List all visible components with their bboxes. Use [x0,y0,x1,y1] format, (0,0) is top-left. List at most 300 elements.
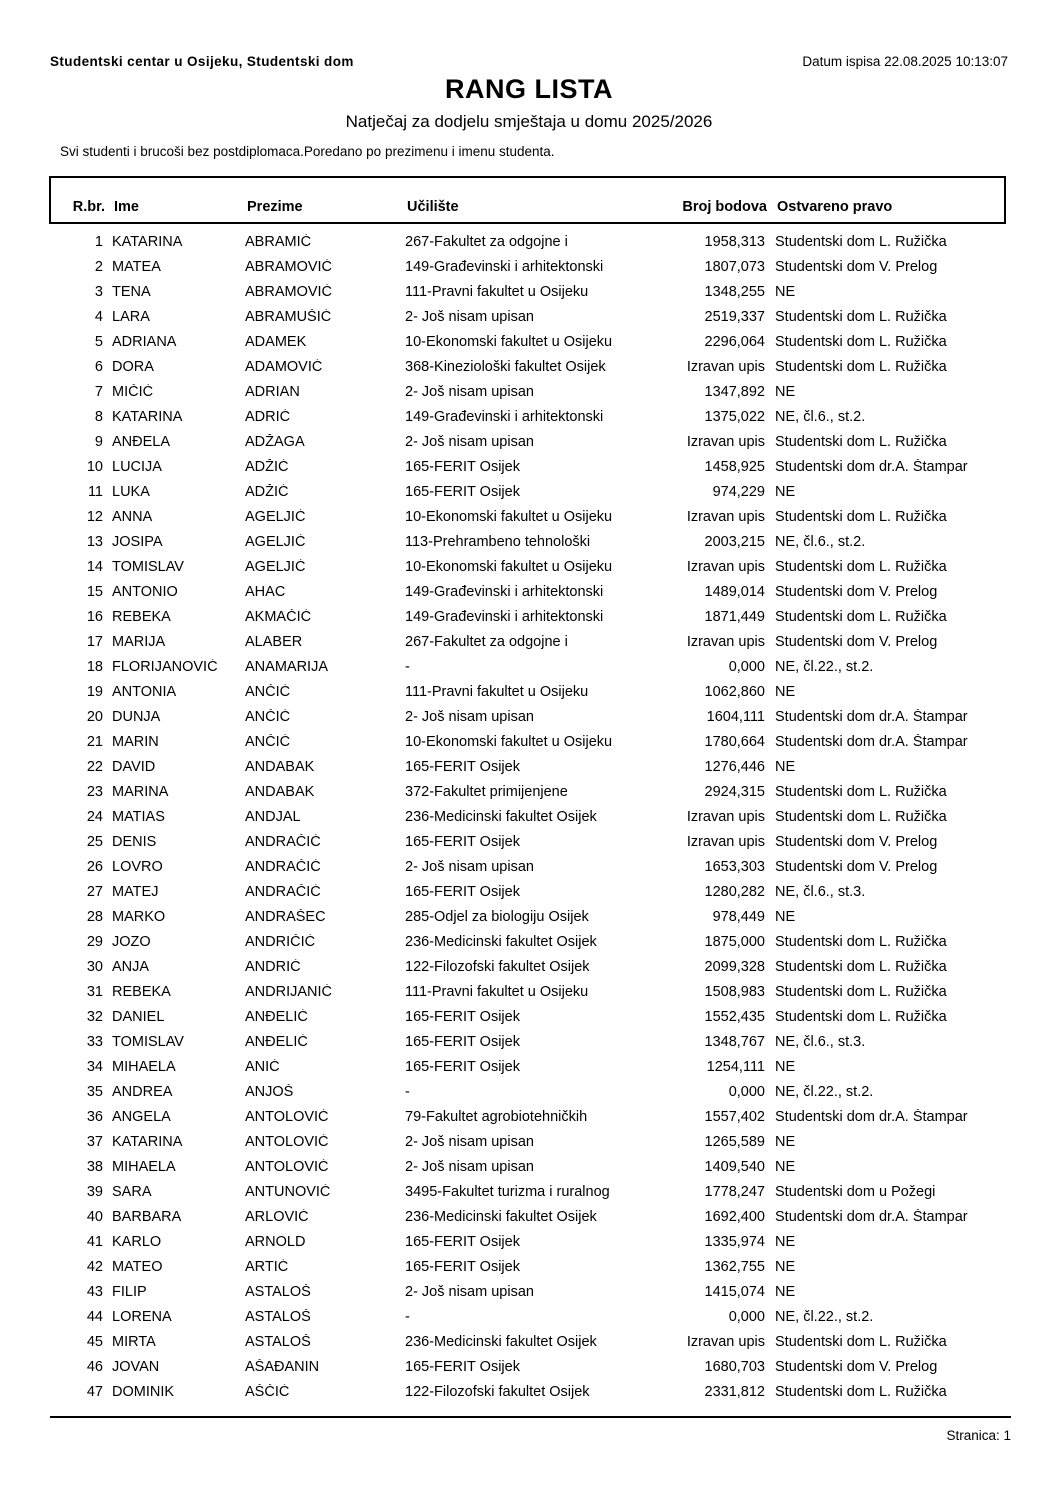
cell-ime: JOSIPA [112,533,163,550]
cell-prezime: ASTALOŠ [245,1308,311,1325]
cell-ime: FILIP [112,1283,147,1300]
table-row [49,1154,1006,1179]
cell-broj-bodova: Izravan upis [686,433,765,450]
cell-prezime: ANTOLOVIĆ [245,1158,329,1175]
cell-uciliste: 236-Medicinski fakultet Osijek [405,808,597,825]
cell-ime: ANGELA [112,1108,171,1125]
cell-rbr: 29 [86,933,103,950]
cell-uciliste: 10-Ekonomski fakultet u Osijeku [405,733,613,750]
table-row [49,979,1006,1004]
cell-rbr: 16 [86,608,103,625]
cell-uciliste: 79-Fakultet agrobiotehničkih [405,1108,588,1125]
cell-ime: TOMISLAV [112,1033,184,1050]
cell-ime: ANNA [112,508,153,525]
cell-broj-bodova: 1871,449 [704,608,765,625]
cell-broj-bodova: 2099,328 [704,958,765,975]
cell-broj-bodova: 1508,983 [704,983,765,1000]
cell-prezime: ANDRIJANIĆ [245,983,333,1000]
cell-rbr: 33 [86,1033,103,1050]
table-row [49,1104,1006,1129]
cell-uciliste: 10-Ekonomski fakultet u Osijeku [405,558,613,575]
cell-rbr: 39 [86,1183,103,1200]
cell-ostvareno-pravo: NE, čl.6., st.2. [775,533,866,550]
cell-ostvareno-pravo: Studentski dom L. Ružička [775,433,947,450]
cell-rbr: 30 [86,958,103,975]
cell-prezime: AGELJIĆ [245,558,306,575]
cell-ime: MARINA [112,783,169,800]
table-row [49,404,1006,429]
cell-ime: TOMISLAV [112,558,184,575]
cell-uciliste: - [405,658,410,675]
cell-ostvareno-pravo: Studentski dom L. Ružička [775,233,947,250]
cell-ostvareno-pravo: Studentski dom L. Ružička [775,958,947,975]
table-row [49,529,1006,554]
cell-uciliste: - [405,1308,410,1325]
cell-ime: MARKO [112,908,166,925]
table-row [49,429,1006,454]
table-row [49,1054,1006,1079]
cell-rbr: 7 [94,383,103,400]
cell-broj-bodova: 1875,000 [704,933,765,950]
cell-ostvareno-pravo: Studentski dom V. Prelog [775,858,938,875]
cell-uciliste: 2- Još nisam upisan [405,433,534,450]
cell-broj-bodova: 2519,337 [704,308,765,325]
cell-rbr: 8 [94,408,103,425]
cell-ime: KARLO [112,1233,162,1250]
cell-uciliste: 165-FERIT Osijek [405,1233,520,1250]
cell-broj-bodova: Izravan upis [686,633,765,650]
cell-rbr: 18 [86,658,103,675]
cell-prezime: ABRAMUŠIĆ [245,308,332,325]
cell-broj-bodova: Izravan upis [686,508,765,525]
cell-rbr: 46 [86,1358,103,1375]
cell-ostvareno-pravo: Studentski dom L. Ružička [775,808,947,825]
cell-prezime: ABRAMOVIĆ [245,258,333,275]
table-row [49,804,1006,829]
cell-rbr: 44 [86,1308,103,1325]
cell-prezime: ANDRIĆ [245,958,301,975]
cell-rbr: 19 [86,683,103,700]
table-row [49,1204,1006,1229]
cell-rbr: 17 [86,633,103,650]
cell-broj-bodova: 1362,755 [704,1258,765,1275]
cell-broj-bodova: 2003,215 [704,533,765,550]
cell-broj-bodova: 978,449 [712,908,765,925]
cell-uciliste: 111-Pravni fakultet u Osijeku [405,683,589,700]
cell-uciliste: 372-Fakultet primijenjene [405,783,568,800]
cell-ime: MARIJA [112,633,166,650]
cell-prezime: ASTALOŠ [245,1333,311,1350]
cell-ostvareno-pravo: NE [775,1283,796,1300]
cell-ime: DENIS [112,833,157,850]
cell-ime: FLORIJANOVIĆ [112,658,218,675]
cell-broj-bodova: 1692,400 [704,1208,765,1225]
cell-ime: LARA [112,308,150,325]
cell-broj-bodova: 1778,247 [704,1183,765,1200]
cell-rbr: 5 [94,333,103,350]
cell-broj-bodova: 2924,315 [704,783,765,800]
table-row [49,1329,1006,1354]
cell-rbr: 14 [86,558,103,575]
cell-prezime: ANDRAČIĆ [245,883,321,900]
cell-uciliste: 122-Filozofski fakultet Osijek [405,1383,590,1400]
cell-uciliste: - [405,1083,410,1100]
cell-ime: LOVRO [112,858,163,875]
cell-broj-bodova: 1807,073 [704,258,765,275]
cell-rbr: 32 [86,1008,103,1025]
print-date: Datum ispisa 22.08.2025 10:13:07 [802,54,1008,69]
cell-ime: MATEJ [112,883,159,900]
cell-prezime: ABRAMIĆ [245,233,312,250]
cell-ime: ANJA [112,958,150,975]
cell-uciliste: 3495-Fakultet turizma i ruralnog [405,1183,610,1200]
cell-ostvareno-pravo: NE, čl.22., st.2. [775,658,874,675]
cell-broj-bodova: 1375,022 [704,408,765,425]
cell-prezime: ANČIĆ [245,708,291,725]
cell-ostvareno-pravo: Studentski dom L. Ružička [775,1333,947,1350]
cell-uciliste: 165-FERIT Osijek [405,833,520,850]
column-header-prezime: Prezime [247,199,303,215]
cell-ostvareno-pravo: NE, čl.6., st.3. [775,1033,866,1050]
cell-uciliste: 236-Medicinski fakultet Osijek [405,1208,597,1225]
cell-prezime: ANDRAŠEC [245,908,326,925]
cell-ime: ANDREA [112,1083,173,1100]
cell-ostvareno-pravo: Studentski dom V. Prelog [775,1358,938,1375]
cell-broj-bodova: 0,000 [728,658,765,675]
cell-broj-bodova: 1254,111 [706,1058,765,1075]
table-row [49,454,1006,479]
cell-rbr: 2 [94,258,103,275]
page-number-label: Stranica: 1 [946,1428,1011,1443]
cell-broj-bodova: 1680,703 [704,1358,765,1375]
cell-prezime: ARNOLD [245,1233,306,1250]
column-header-uciliste: Učilište [407,199,459,215]
cell-broj-bodova: 2296,064 [704,333,765,350]
cell-ostvareno-pravo: Studentski dom L. Ružička [775,933,947,950]
cell-prezime: ADRIAN [245,383,300,400]
cell-broj-bodova: Izravan upis [686,558,765,575]
cell-rbr: 27 [86,883,103,900]
cell-uciliste: 368-Kineziološki fakultet Osijek [405,358,606,375]
cell-ostvareno-pravo: Studentski dom V. Prelog [775,833,938,850]
cell-ime: KATARINA [112,1133,183,1150]
cell-ime: MATEO [112,1258,163,1275]
cell-prezime: AKMAČIĆ [245,608,312,625]
table-row [49,929,1006,954]
cell-uciliste: 236-Medicinski fakultet Osijek [405,933,597,950]
cell-ostvareno-pravo: Studentski dom L. Ružička [775,1383,947,1400]
table-row [49,579,1006,604]
sorting-note: Svi studenti i brucoši bez postdiplomaca.Poredano po prezimenu i imenu studenta. [60,144,555,159]
cell-rbr: 37 [86,1133,103,1150]
cell-broj-bodova: 1557,402 [704,1108,765,1125]
table-row [49,1354,1006,1379]
cell-ime: REBEKA [112,983,171,1000]
cell-ostvareno-pravo: NE [775,1233,796,1250]
cell-ime: MIRTA [112,1333,156,1350]
table-row [49,1279,1006,1304]
cell-prezime: ABRAMOVIĆ [245,283,333,300]
cell-prezime: AGELJIĆ [245,533,306,550]
cell-ostvareno-pravo: Studentski dom L. Ružička [775,783,947,800]
cell-uciliste: 285-Odjel za biologiju Osijek [405,908,589,925]
table-row [49,679,1006,704]
cell-ime: DORA [112,358,154,375]
table-row [49,379,1006,404]
cell-prezime: AŠČIĆ [245,1383,290,1400]
column-header-rbr: R.br. [72,199,105,215]
table-row [49,704,1006,729]
cell-ime: MATEA [112,258,161,275]
cell-rbr: 6 [94,358,103,375]
cell-ime: BARBARA [112,1208,182,1225]
cell-ime: REBEKA [112,608,171,625]
cell-prezime: ANDRIČIĆ [245,933,316,950]
cell-rbr: 26 [86,858,103,875]
cell-ime: DANIEL [112,1008,165,1025]
cell-rbr: 21 [86,733,103,750]
cell-broj-bodova: 2331,812 [704,1383,765,1400]
cell-rbr: 9 [94,433,103,450]
cell-broj-bodova: 1552,435 [704,1008,765,1025]
cell-uciliste: 267-Fakultet za odgojne i [405,233,568,250]
cell-broj-bodova: Izravan upis [686,808,765,825]
cell-broj-bodova: 1348,767 [704,1033,765,1050]
cell-prezime: ANAMARIJA [245,658,328,675]
cell-prezime: ANTOLOVIĆ [245,1108,329,1125]
cell-prezime: ANDRAČIĆ [245,858,321,875]
cell-broj-bodova: 1653,303 [704,858,765,875]
cell-prezime: ANĐELIĆ [245,1033,308,1050]
table-row [49,1179,1006,1204]
cell-rbr: 38 [86,1158,103,1175]
cell-ostvareno-pravo: Studentski dom dr.A. Štampar [775,1108,968,1125]
cell-ostvareno-pravo: Studentski dom dr.A. Štampar [775,708,968,725]
table-row [49,654,1006,679]
cell-prezime: ADŽIĆ [245,458,289,475]
table-row [49,1229,1006,1254]
cell-uciliste: 165-FERIT Osijek [405,1058,520,1075]
cell-prezime: ANČIĆ [245,733,291,750]
cell-ostvareno-pravo: NE [775,1058,796,1075]
table-row [49,1004,1006,1029]
table-row [49,229,1006,254]
cell-uciliste: 111-Pravni fakultet u Osijeku [405,983,589,1000]
cell-ostvareno-pravo: NE, čl.22., st.2. [775,1083,874,1100]
cell-rbr: 23 [86,783,103,800]
table-row [49,1079,1006,1104]
cell-prezime: AŠAĐANIN [245,1358,320,1375]
cell-rbr: 3 [94,283,103,300]
cell-prezime: ADAMOVIĆ [245,358,323,375]
cell-broj-bodova: 1958,313 [704,233,765,250]
cell-broj-bodova: 1458,925 [704,458,765,475]
cell-broj-bodova: 0,000 [728,1083,765,1100]
cell-prezime: ADRIĆ [245,408,291,425]
cell-ostvareno-pravo: Studentski dom dr.A. Štampar [775,733,968,750]
cell-ime: KATARINA [112,408,183,425]
cell-ime: SARA [112,1183,152,1200]
cell-rbr: 31 [86,983,103,1000]
table-rows [49,229,1006,1404]
cell-ostvareno-pravo: NE [775,758,796,775]
cell-prezime: AHAC [245,583,286,600]
cell-rbr: 24 [86,808,103,825]
cell-ostvareno-pravo: Studentski dom L. Ružička [775,358,947,375]
cell-uciliste: 149-Građevinski i arhitektonski [405,583,604,600]
footer-divider [50,1416,1011,1418]
cell-broj-bodova: 1409,540 [704,1158,765,1175]
page-title: RANG LISTA [445,74,613,104]
cell-ime: DAVID [112,758,156,775]
cell-prezime: ALABER [245,633,303,650]
cell-prezime: ADŽIĆ [245,483,289,500]
table-row [49,829,1006,854]
table-header [49,176,1006,224]
cell-broj-bodova: Izravan upis [686,833,765,850]
cell-broj-bodova: Izravan upis [686,358,765,375]
cell-ostvareno-pravo: NE [775,483,796,500]
cell-prezime: ASTALOŠ [245,1283,311,1300]
document-meta-row [50,54,1008,69]
table-row [49,1254,1006,1279]
cell-uciliste: 149-Građevinski i arhitektonski [405,408,604,425]
cell-ostvareno-pravo: NE, čl.22., st.2. [775,1308,874,1325]
cell-uciliste: 2- Još nisam upisan [405,1133,534,1150]
cell-ime: ANĐELA [112,433,171,450]
cell-ostvareno-pravo: Studentski dom L. Ružička [775,508,947,525]
cell-broj-bodova: 1489,014 [704,583,765,600]
table-row [49,554,1006,579]
cell-prezime: ADŽAGA [245,433,305,450]
table-row [49,329,1006,354]
cell-ostvareno-pravo: NE [775,1133,796,1150]
table-row [49,304,1006,329]
table-row [49,604,1006,629]
cell-ostvareno-pravo: Studentski dom L. Ružička [775,333,947,350]
table-row [49,354,1006,379]
cell-ostvareno-pravo: Studentski dom V. Prelog [775,583,938,600]
cell-prezime: ANJOŠ [245,1083,294,1100]
cell-broj-bodova: 1348,255 [704,283,765,300]
cell-rbr: 43 [86,1283,103,1300]
cell-ostvareno-pravo: NE [775,283,796,300]
cell-uciliste: 165-FERIT Osijek [405,758,520,775]
cell-ostvareno-pravo: NE [775,1258,796,1275]
cell-uciliste: 10-Ekonomski fakultet u Osijeku [405,508,613,525]
column-header-ostvareno-pravo: Ostvareno pravo [777,199,893,215]
cell-uciliste: 2- Još nisam upisan [405,708,534,725]
cell-ostvareno-pravo: NE, čl.6., st.2. [775,408,866,425]
cell-uciliste: 267-Fakultet za odgojne i [405,633,568,650]
cell-uciliste: 2- Još nisam upisan [405,1283,534,1300]
cell-rbr: 11 [87,483,103,500]
cell-prezime: ANIĆ [245,1058,280,1075]
cell-prezime: ANTOLOVIĆ [245,1133,329,1150]
cell-broj-bodova: 1415,074 [704,1283,765,1300]
cell-uciliste: 165-FERIT Osijek [405,1358,520,1375]
table-row [49,254,1006,279]
cell-rbr: 15 [86,583,103,600]
cell-uciliste: 165-FERIT Osijek [405,883,520,900]
cell-uciliste: 10-Ekonomski fakultet u Osijeku [405,333,613,350]
cell-ime: LUCIJA [112,458,162,475]
cell-ostvareno-pravo: Studentski dom L. Ružička [775,1008,947,1025]
table-row [49,1029,1006,1054]
cell-rbr: 10 [86,458,103,475]
cell-ime: MATIAS [112,808,165,825]
cell-uciliste: 149-Građevinski i arhitektonski [405,608,604,625]
cell-ime: MIHAELA [112,1058,176,1075]
table-row [49,879,1006,904]
cell-ime: JOVAN [112,1358,160,1375]
cell-ostvareno-pravo: Studentski dom V. Prelog [775,258,938,275]
cell-ostvareno-pravo: Studentski dom L. Ružička [775,983,947,1000]
cell-broj-bodova: 1347,892 [704,383,765,400]
cell-prezime: ANTUNOVIĆ [245,1183,331,1200]
cell-ime: ANTONIA [112,683,177,700]
table-row [49,279,1006,304]
table-row [49,1129,1006,1154]
cell-ime: DUNJA [112,708,161,725]
cell-ostvareno-pravo: NE [775,1158,796,1175]
cell-broj-bodova: 1062,860 [704,683,765,700]
cell-broj-bodova: Izravan upis [686,1333,765,1350]
cell-uciliste: 165-FERIT Osijek [405,1033,520,1050]
cell-rbr: 4 [94,308,103,325]
cell-rbr: 20 [86,708,103,725]
cell-ime: MIHAELA [112,1158,176,1175]
organization-name: Studentski centar u Osijeku, Studentski dom [50,54,354,69]
cell-rbr: 1 [94,233,103,250]
table-row [49,629,1006,654]
cell-ostvareno-pravo: Studentski dom L. Ružička [775,608,947,625]
table-row [49,954,1006,979]
cell-broj-bodova: 1276,446 [704,758,765,775]
cell-broj-bodova: 1335,974 [704,1233,765,1250]
cell-ostvareno-pravo: Studentski dom L. Ružička [775,308,947,325]
cell-rbr: 40 [86,1208,103,1225]
table-row [49,479,1006,504]
cell-rbr: 47 [86,1383,103,1400]
cell-ime: MIČIĆ [112,383,154,400]
cell-rbr: 36 [86,1108,103,1125]
cell-rbr: 45 [86,1333,103,1350]
cell-ime: ANTONIO [112,583,178,600]
cell-rbr: 42 [86,1258,103,1275]
cell-uciliste: 149-Građevinski i arhitektonski [405,258,604,275]
column-header-broj-bodova: Broj bodova [682,199,767,215]
cell-prezime: ADAMEK [245,333,307,350]
table-row [49,854,1006,879]
cell-uciliste: 2- Još nisam upisan [405,1158,534,1175]
cell-uciliste: 236-Medicinski fakultet Osijek [405,1333,597,1350]
cell-ime: MARIN [112,733,159,750]
cell-ostvareno-pravo: Studentski dom u Požegi [775,1183,936,1200]
cell-uciliste: 165-FERIT Osijek [405,1008,520,1025]
cell-ime: JOZO [112,933,151,950]
table-row [49,1304,1006,1329]
cell-ostvareno-pravo: NE [775,383,796,400]
cell-uciliste: 165-FERIT Osijek [405,1258,520,1275]
cell-broj-bodova: 1604,111 [706,708,765,725]
table-row [49,1379,1006,1404]
cell-prezime: ANDRAČIĆ [245,833,321,850]
cell-rbr: 35 [86,1083,103,1100]
table-row [49,779,1006,804]
page-subtitle: Natječaj za dodjelu smještaja u domu 2025/2026 [345,112,713,131]
cell-rbr: 13 [86,533,103,550]
